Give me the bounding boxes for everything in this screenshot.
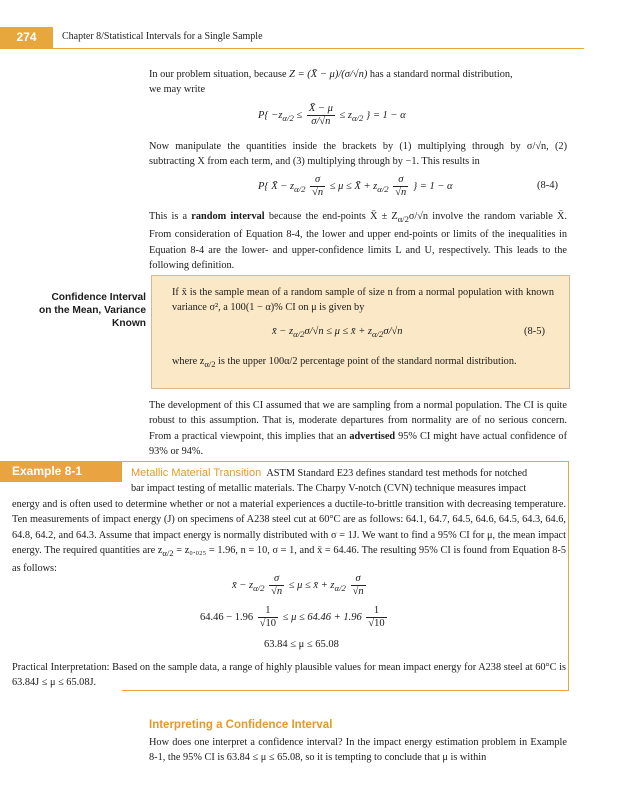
chapter-title: Chapter 8/Statistical Intervals for a Single Sample — [62, 31, 263, 42]
example-body: energy and is often used to determine whether or not a material experiences a ductile-to-brittle transition with decreasing temperature. Ten measurements of impact energy (J) on specimens of A238 steel cut at 60°C are as follows: 64.1, 64.7, 64.5, 64.6, 64.5, 64.3, 64.6, 64.8, 64.2, and 64.3. Assume that impact energy is normally distributed with σ = 1J. We want to find a 95% CI for μ, the mean impact energy. The required quantities are $z_{\alpha/2} = z_0._{025} = 1.96$, n = 10, σ = 1, and x̄ = 64.46. The resulting 95% CI is found from Equation 8-5 as follows: — [12, 499, 566, 575]
manipulate-paragraph: Now manipulate the quantities inside the brackets by (1) multiplying through by σ/√n, (2) subtracting X from each term, and (3) multiplying through by −1. This results in — [149, 141, 567, 168]
example-intro: Metallic Material Transition ASTM Standard E23 defines standard test methods for notched bar impact testing of metallic materials. The Charpy V-notch (CVN) technique measures impact — [131, 467, 528, 495]
example-equation-2: 64.46 − 1.96 $\frac{1}{√10}$ ≤ μ ≤ 64.46 + 1.96 $\frac{1}{√10}$ — [200, 605, 385, 629]
equation-8-4-number: (8-4) — [537, 180, 558, 191]
probability-equation: $P\{ -z_{\alpha/2}$ ≤ $\frac{X̄ - \mu}{\sigma/√n}$ ≤ $z_{\alpha/2}$ } = 1 − α — [258, 103, 406, 127]
example-equation-3: 63.84 ≤ μ ≤ 65.08 — [264, 639, 339, 650]
header-rule — [0, 48, 584, 49]
equation-8-4: P{ X̄ − $z_{\alpha/2}$ $\frac{\sigma}{√n}$ ≤ μ ≤ X̄ + $z_{\alpha/2}$ $\frac{\sigma}{√n}$ } = 1 − α — [258, 174, 453, 198]
definition-text: If x̄ is the sample mean of a random sample of size n from a normal population with known variance σ², a 100(1 − α)% CI on μ is given by — [172, 287, 554, 314]
development-paragraph: The development of this CI assumed that we are sampling from a normal population. The CI is quite robust to this assumption. That is, moderate departures from normality are of no serious concern. From a practical viewpoint, this implies that an advertised 95% CI might have actual confidence of 93% or 94%. — [149, 400, 568, 457]
intro-paragraph: In our problem situation, because Z = (X̄ − μ)/(σ/√n) has a standard normal distribution, we may write — [149, 69, 513, 96]
definition-where: where $z_{\alpha/2}$ is the upper 100α/2 percentage point of the standard normal distribution. — [172, 356, 517, 370]
page-number: 274 — [0, 27, 53, 48]
equation-8-5-number: (8-5) — [524, 326, 545, 337]
definition-sidebar-label: Confidence Interval on the Mean, Variance Known — [38, 292, 146, 329]
example-equation-1: x̄ − $z_{\alpha/2}$ $\frac{\sigma}{√n}$ ≤ μ ≤ x̄ + $z_{\alpha/2}$ $\frac{\sigma}{√n}$ — [232, 573, 364, 597]
example-title: Metallic Material Transition — [131, 467, 262, 479]
practical-interpretation: Practical Interpretation: Based on the sample data, a range of highly plausible values for mean impact energy for A238 steel at 60°C is 63.84J ≤ μ ≤ 65.08J. — [12, 662, 566, 689]
random-interval-paragraph: This is a random interval because the end-points X̄ ± $Z_{\alpha/2}\sigma/√n$ involve the random variable X̄. From consideration of Equation 8-4, the lower and upper end-points or limits of the inequalities in Equation 8-4 are the lower- and upper-confidence limits L and U, respectively. This leads to the following definition. — [149, 211, 568, 271]
section-paragraph: How does one interpret a confidence interval? In the impact energy estimation problem in Example 8-1, the 95% CI is 63.84 ≤ μ ≤ 65.08, so it is tempting to conclude that μ is within — [149, 737, 567, 764]
equation-8-5: x̄ − $z_{\alpha/2}\sigma/√n \le \mu$ ≤ x̄ + $z_{\alpha/2}\sigma/√n$ — [272, 326, 403, 340]
example-label: Example 8-1 — [0, 461, 122, 482]
section-heading: Interpreting a Confidence Interval — [149, 719, 333, 731]
